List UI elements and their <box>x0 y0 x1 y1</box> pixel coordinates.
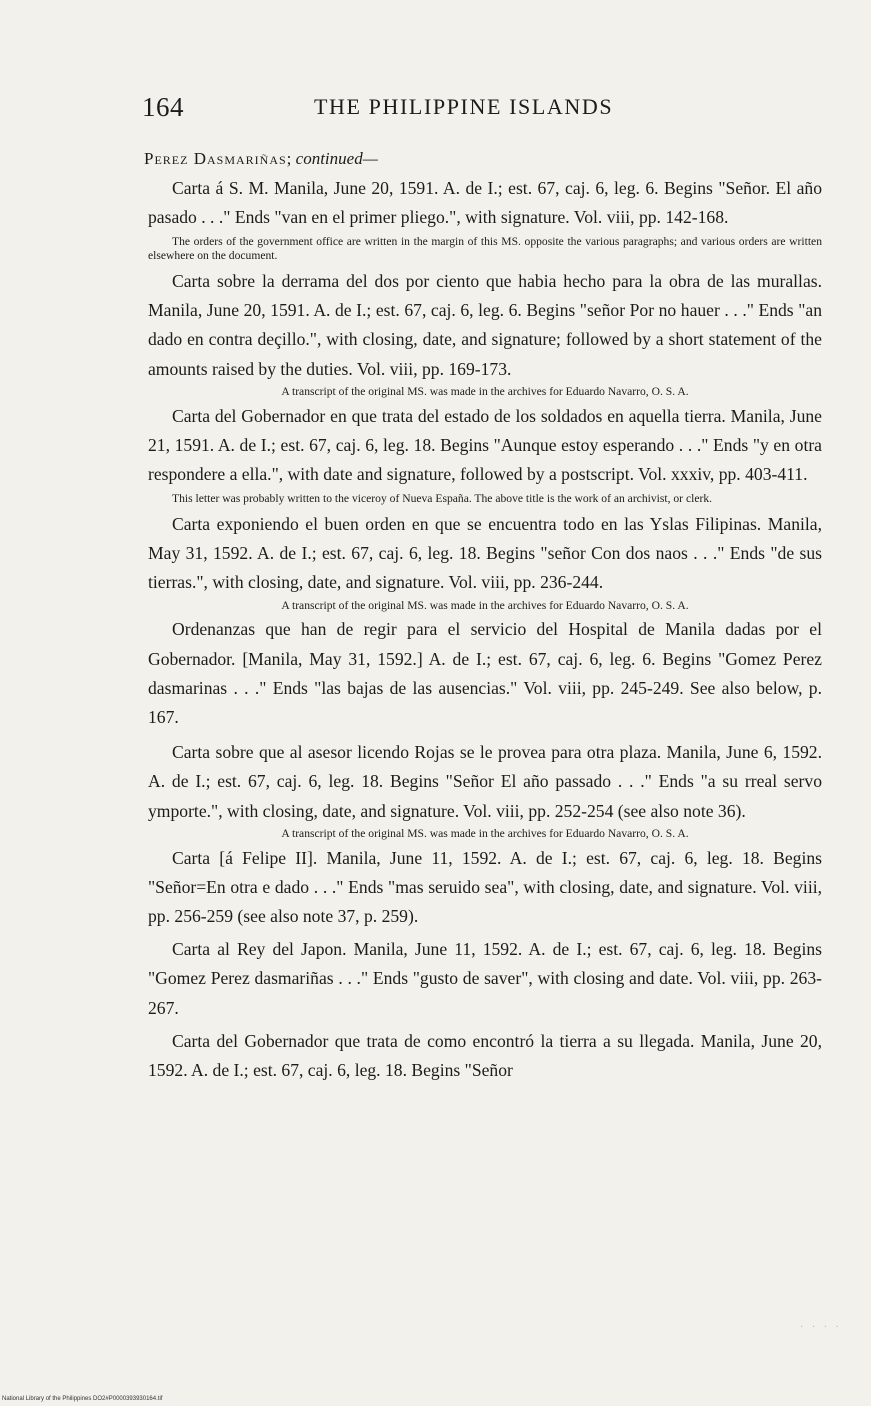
entry-text: Carta sobre que al asesor licendo Rojas se le provea para otra plaza. Manila, June 6, 1592. A. de I.; est. 67, caj. 6, leg. 18. Begins "Señor El año passado . . ." Ends "a su rreal servo ymporte.", with closing, date, and signature. Vol. viii, pp. 252-254 (see also note 36). <box>148 742 822 821</box>
page-content <box>144 146 822 1085</box>
section-heading: Perez Dasmariñas; continued— <box>144 149 378 168</box>
entry-text: Carta [á Felipe II]. Manila, June 11, 1592. A. de I.; est. 67, caj. 6, leg. 18. Begins "Señor=En otra e dado . . ." Ends "mas seruido sea", with closing, date, and signature. Vol. viii, pp. 256-259 (see also note 37, p. 259). <box>148 847 822 927</box>
entry-note: A transcript of the original MS. was made in the archives for Eduardo Navarro, O. S. A. <box>281 598 689 612</box>
entry-text: Carta á S. M. Manila, June 20, 1591. A. de I.; est. 67, caj. 6, leg. 6. Begins "Señor. El año pasado . . ." Ends "van en el primer pliego.", with signature. Vol. viii, pp. 142-168. <box>148 178 822 228</box>
page-number: 164 <box>142 92 184 122</box>
entry-note: A transcript of the original MS. was made in the archives for Eduardo Navarro, O. S. A. <box>281 384 689 398</box>
running-title: THE PHILIPPINE ISLANDS <box>314 94 614 119</box>
entry-text: Carta al Rey del Japon. Manila, June 11, 1592. A. de I.; est. 67, caj. 6, leg. 18. Begins "Gomez Perez dasmariñas . . ." Ends "gusto de saver", with closing and date. Vol. viii, pp. 263-267. <box>148 939 822 1018</box>
entry-note: A transcript of the original MS. was made in the archives for Eduardo Navarro, O. S. A. <box>281 826 689 840</box>
entry-text: Carta del Gobernador en que trata del estado de los soldados en aquella tierra. Manila, June 21, 1591. A. de I.; est. 67, caj. 6, leg. 18. Begins "Aunque estoy esperando . . ." Ends "y en otra respondere a ella.", with date and signature, followed by a postscript. Vol. xxxiv, pp. 403-411. <box>148 405 822 485</box>
entry-text: Ordenanzas que han de regir para el servicio del Hospital de Manila dadas por el Gobernador. [Manila, May 31, 1592.] A. de I.; est. 67, caj. 6, leg. 6. Begins "Gomez Perez dasmarinas . . ." Ends "las bajas de las ausencias." Vol. viii, pp. 245-249. See also below, p. 167. <box>148 619 822 728</box>
page-header <box>142 92 822 132</box>
entry-text: Carta exponiendo el buen orden en que se encuentra todo en las Yslas Filipinas. Manila, May 31, 1592. A. de I.; est. 67, caj. 6, leg. 18. Begins "señor Con dos naos . . ." Ends "de sus tierras.", with closing, date, and signature. Vol. viii, pp. 236-244. <box>148 514 822 593</box>
author-name: Perez Dasmariñas <box>144 149 287 168</box>
scan-speckles: · · · · <box>800 1322 842 1333</box>
entry-text: Carta sobre la derrama del dos por ciento que habia hecho para la obra de las murallas. Manila, June 20, 1591. A. de I.; est. 67, caj. 6, leg. 6. Begins "señor Por no hauer . . ." Ends "an dado en contra deçillo.", with closing, date, and signature; followed by a short statement of the amounts raised by the duties. Vol. viii, pp. 169-173. <box>148 271 822 379</box>
scan-credit: National Library of the Philippines DO2#P0000393930164.tif <box>2 1396 163 1402</box>
continued-label: continued— <box>295 149 378 168</box>
entry-text: Carta del Gobernador que trata de como encontró la tierra a su llegada. Manila, June 20, 1592. A. de I.; est. 67, caj. 6, leg. 18. Begins "Señor <box>148 1030 822 1081</box>
entry-note: The orders of the government office are written in the margin of this MS. opposite the various paragraphs; and various orders are written elsewhere on the document. <box>148 235 822 263</box>
entry-note: This letter was probably written to the viceroy of Nueva España. The above title is the work of an archivist, or clerk. <box>172 492 713 506</box>
